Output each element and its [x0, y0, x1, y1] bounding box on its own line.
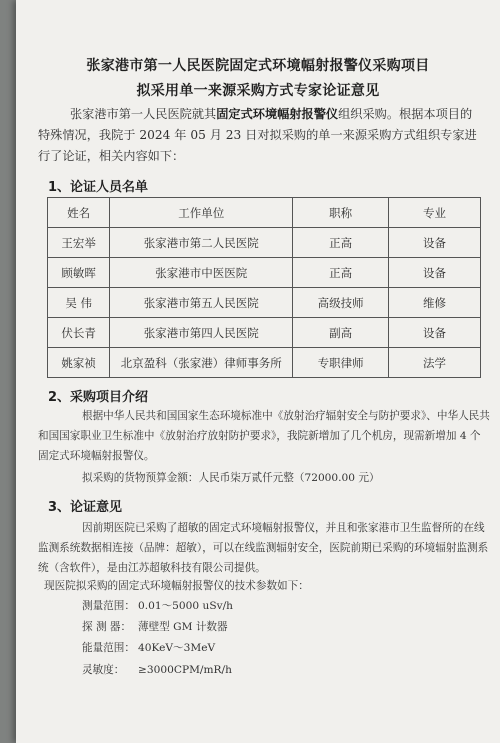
reviewer-specialty: 设备: [389, 318, 481, 348]
section-heading-opinion: 3、论证意见: [48, 500, 123, 515]
reviewer-name: 吴 伟: [48, 288, 110, 318]
reviewer-table: [47, 197, 481, 378]
reviewer-title: 专职律师: [293, 348, 389, 378]
reviewer-title: 正高: [293, 258, 389, 288]
reviewer-specialty: 法学: [389, 348, 481, 378]
intro-product-name: 固定式环境幅射报警仪: [216, 107, 339, 121]
spec-energy-range: [82, 640, 215, 655]
intro-text-before: 张家港市第一人民医院就其: [70, 107, 217, 121]
table-row: [48, 348, 481, 378]
spec-sensitivity: [82, 662, 232, 677]
reviewer-employer: 北京盈科（张家港）律师事务所: [110, 348, 293, 378]
spec-value: 薄壁型 GM 计数器: [138, 621, 228, 633]
reviewer-title: 副高: [293, 318, 389, 348]
spec-value: 40KeV～3MeV: [138, 642, 216, 654]
spec-value: 0.01～5000 uSv/h: [138, 600, 233, 612]
reviewer-name: 伏长青: [48, 318, 110, 348]
table-row: [48, 258, 481, 288]
table-row: [48, 228, 481, 258]
params-intro: 现医院拟采购的固定式环境幅射报警仪的技术参数如下：: [44, 580, 309, 592]
reviewer-title: 正高: [293, 228, 389, 258]
reviewer-specialty: 设备: [389, 228, 481, 258]
spec-label: 测量范围：: [82, 600, 135, 612]
reviewer-specialty: 维修: [389, 288, 481, 318]
reviewer-employer: 张家港市中医医院: [110, 258, 293, 288]
table-row: [48, 318, 481, 348]
spec-label: 探 测 器：: [82, 621, 132, 633]
column-header-employer: 工作单位: [110, 198, 293, 228]
spec-value: ≥3000CPM/mR/h: [138, 664, 232, 676]
column-header-title: 职称: [293, 198, 389, 228]
document-title-line-2: 拟采用单一来源采购方式专家论证意见: [136, 83, 380, 99]
reviewer-name: 顾敏晖: [48, 258, 110, 288]
section-heading-reviewers: 1、论证人员名单: [48, 180, 149, 195]
spec-label: 灵敏度：: [82, 664, 125, 676]
document-title-line-1: 张家港市第一人民医院固定式环境幅射报警仪采购项目: [86, 58, 430, 74]
intro-paragraph: [38, 104, 478, 167]
table-row: [48, 288, 481, 318]
reviewer-employer: 张家港市第二人民医院: [110, 228, 293, 258]
project-description: 根据中华人民共和国国家生态环境标准中《放射治疗辐射安全与防护要求》、中华人民共和国国家职业卫生标准中《放射治疗放射防护要求》，我院新增加了几个机房，现需新增加 4 个固定式环境幅射报警仪。: [38, 410, 490, 462]
opinion-text: 因前期医院已采购了超敏的固定式环境幅射报警仪，并且和张家港市卫生监督所的在线监测系统数据相连接（品牌：超敏），可以在线监测辐射安全，医院前期已采购的环境辐射监测系统（含软件），是由江苏超敏科技有限公司提供。: [38, 522, 489, 574]
spec-measure-range: [82, 598, 233, 613]
reviewer-name: 姚家祯: [48, 348, 110, 378]
spec-detector: [82, 619, 228, 634]
reviewer-name: 王宏举: [48, 228, 110, 258]
reviewer-employer: 张家港市第四人民医院: [110, 318, 293, 348]
spec-label: 能量范围：: [82, 642, 135, 654]
column-header-name: 姓名: [48, 198, 110, 228]
document-page: [16, 0, 500, 743]
intro-text-after: 组织采购。根据本项目的特殊情况，我院于 2024 年 05 月 23 日对拟采购的单一来源采购方式组织专家进行了论证，相关内容如下：: [38, 107, 477, 163]
table-header-row: [48, 198, 481, 228]
reviewer-title: 高级技师: [293, 288, 389, 318]
reviewer-employer: 张家港市第五人民医院: [110, 288, 293, 318]
section-heading-project: 2、采购项目介绍: [48, 390, 149, 405]
column-header-specialty: 专业: [389, 198, 481, 228]
project-budget: 拟采购的货物预算金额：人民币柒万贰仟元整（72000.00 元）: [82, 472, 380, 484]
reviewer-specialty: 设备: [389, 258, 481, 288]
